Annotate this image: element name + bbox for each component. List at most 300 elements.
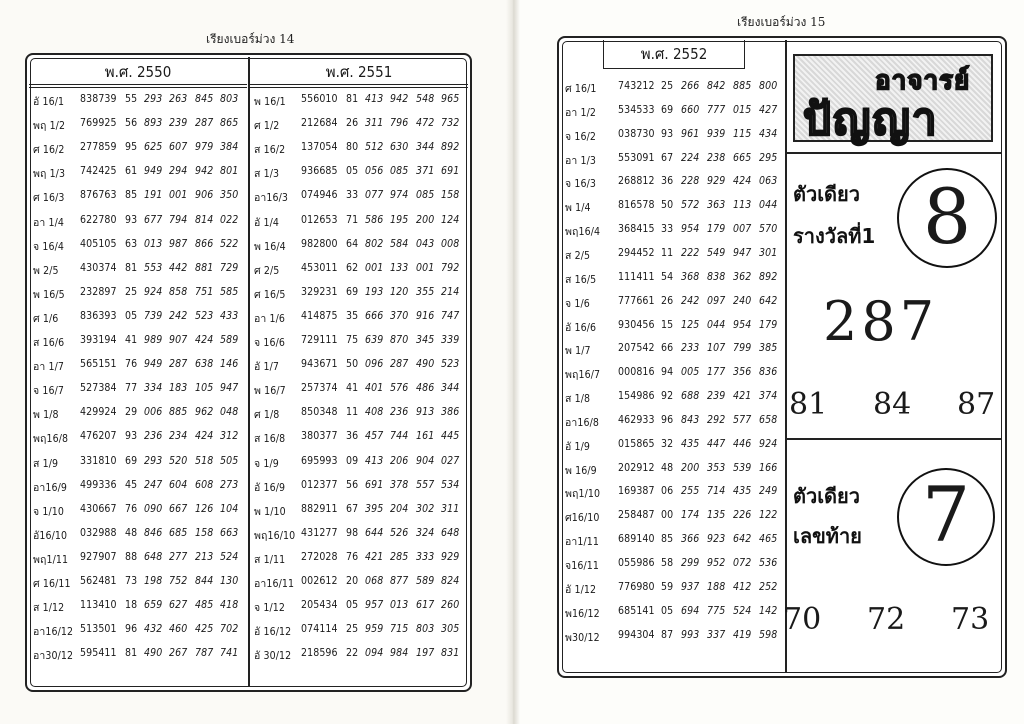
- table-row: [250, 597, 468, 617]
- table-row: [561, 340, 785, 360]
- three-digit-number: 539: [733, 461, 752, 474]
- first-prize-number: 430667: [80, 502, 117, 515]
- draw-date: พ16/12: [565, 607, 600, 620]
- three-digit-number: 557: [416, 478, 435, 491]
- table-row: [561, 126, 785, 146]
- two-digit-number: 05: [346, 599, 359, 612]
- three-digit-number: 090: [144, 502, 163, 515]
- three-digit-number: 238: [707, 151, 726, 164]
- three-digit-number: 691: [441, 165, 460, 178]
- three-digit-number: 732: [441, 117, 460, 130]
- first-prize-number: 368415: [618, 223, 655, 236]
- three-digit-number: 617: [416, 599, 435, 612]
- three-digit-number: 536: [759, 557, 778, 569]
- three-digit-number: 287: [169, 358, 188, 371]
- single-digit-bottom: 7: [921, 470, 971, 559]
- three-digit-number: 942: [390, 93, 409, 105]
- table-title: พ.ศ. 2550: [29, 57, 247, 88]
- three-digit-number: 339: [441, 334, 460, 346]
- three-digit-number: 947: [733, 246, 752, 259]
- table-row: [250, 573, 468, 593]
- three-digit-number: 263: [169, 93, 188, 105]
- table-row: [561, 78, 785, 98]
- draw-date: พ 16/1: [254, 96, 286, 108]
- three-digit-number: 200: [681, 461, 700, 474]
- table-row: [250, 525, 468, 545]
- first-prize-number: 331810: [80, 454, 117, 467]
- two-digit-number: 05: [661, 604, 674, 617]
- three-digit-number: 277: [169, 550, 188, 563]
- two-digit-number: 48: [661, 461, 674, 474]
- three-digit-number: 524: [733, 604, 752, 617]
- single-digit-label: ตัวเดียว: [793, 182, 860, 206]
- two-digit-number: 50: [661, 199, 674, 212]
- table-title: พ.ศ. 2552: [603, 40, 745, 69]
- three-digit-number: 378: [390, 478, 409, 491]
- three-digit-number: 198: [144, 575, 163, 587]
- two-digit-number: 81: [125, 647, 138, 660]
- draw-date: อา 1/6: [254, 312, 286, 325]
- two-digit-number: 59: [661, 580, 674, 593]
- table-row: [561, 507, 785, 527]
- table-row: [29, 212, 247, 232]
- two-digit-number: 75: [346, 334, 359, 346]
- first-prize-number: 232897: [80, 285, 117, 298]
- draw-date: ส 1/8: [565, 393, 591, 406]
- three-digit-number: 333: [416, 550, 435, 563]
- three-digit-number: 344: [416, 141, 435, 154]
- three-digit-number: 947: [220, 382, 239, 395]
- first-prize-number: 012653: [301, 213, 338, 226]
- first-prize-number: 032988: [80, 526, 117, 539]
- two-digit-number: 33: [346, 189, 359, 202]
- three-digit-number: 413: [365, 93, 384, 105]
- first-prize-number: 429924: [80, 406, 117, 419]
- two-digit-number: 95: [125, 141, 138, 154]
- draw-date: อา16/11: [254, 578, 295, 590]
- two-digit-number: 20: [346, 575, 359, 587]
- three-digit-number: 204: [390, 502, 409, 515]
- three-digit-number: 642: [733, 533, 752, 546]
- three-digit-number: 490: [144, 647, 163, 660]
- three-digit-number: 660: [681, 103, 700, 116]
- table-row: [250, 260, 468, 280]
- three-digit-number: 125: [681, 318, 700, 331]
- table-row: [250, 115, 468, 135]
- two-digit-number: 41: [346, 382, 359, 395]
- three-digit-number: 954: [733, 318, 752, 331]
- two-digit-number: 35: [346, 309, 359, 322]
- two-digit-number: 22: [346, 647, 359, 660]
- table-row: [561, 436, 785, 456]
- draw-date: จ 16/6: [254, 337, 285, 349]
- draw-date: ศ 16/3: [33, 192, 65, 205]
- three-digit-number: 604: [169, 478, 188, 491]
- two-digit-number: 80: [346, 141, 359, 154]
- draw-date: อา16/8: [565, 416, 600, 429]
- table-row: [29, 428, 247, 448]
- two-digit-number: 62: [346, 261, 359, 274]
- three-digit-number: 694: [681, 604, 700, 617]
- draw-date: อา 1/4: [33, 216, 65, 229]
- table-row: [561, 150, 785, 170]
- first-prize-number: 769925: [80, 117, 117, 130]
- three-digit-number: 072: [733, 557, 752, 569]
- three-digit-number: 518: [195, 454, 214, 467]
- first-prize-number: 994304: [618, 628, 655, 641]
- draw-date: อั 1/7: [254, 361, 280, 374]
- three-digit-number: 949: [144, 165, 163, 178]
- draw-date: อั 1/4: [254, 216, 280, 229]
- first-prize-number: 258487: [618, 509, 655, 522]
- three-digit-number: 097: [707, 294, 726, 307]
- first-prize-number: 430374: [80, 261, 117, 274]
- three-digit-number: 741: [220, 647, 239, 660]
- table-row: [250, 501, 468, 521]
- three-digit-number: 989: [144, 334, 163, 346]
- two-digit-number: 25: [125, 285, 138, 298]
- three-digit-number: 937: [681, 580, 700, 593]
- three-digit-number: 013: [390, 599, 409, 612]
- two-digit-number: 81: [125, 261, 138, 274]
- three-digit-number: 374: [759, 390, 778, 403]
- three-digit-number: 803: [220, 93, 239, 105]
- three-digit-number: 663: [220, 526, 239, 539]
- three-digit-number: 677: [144, 213, 163, 226]
- three-digit-number: 434: [759, 127, 778, 140]
- three-digit-number: 122: [759, 509, 778, 522]
- three-digit-number: 213: [195, 550, 214, 563]
- three-digit-number: 001: [169, 189, 188, 202]
- three-digit-number: 267: [169, 647, 188, 660]
- draw-date: ศ 1/2: [254, 120, 280, 133]
- three-digit-number: 892: [441, 141, 460, 154]
- three-digit-number: 302: [416, 502, 435, 515]
- table-row: [29, 115, 247, 135]
- first-prize-number: 743212: [618, 80, 655, 92]
- table-row: [29, 260, 247, 280]
- three-digit-number: 523: [195, 309, 214, 322]
- first-prize-number: 113410: [80, 599, 117, 612]
- three-digit-number: 013: [144, 237, 163, 250]
- three-digit-number: 838: [707, 270, 726, 283]
- draw-date: จ 16/3: [565, 178, 596, 191]
- three-digit-number: 844: [195, 575, 214, 587]
- two-digit-number: 25: [661, 80, 674, 92]
- first-prize-number: 212684: [301, 117, 338, 130]
- draw-date: อา 1/7: [33, 361, 65, 374]
- three-digit-number: 577: [733, 413, 752, 426]
- three-digit-number: 904: [416, 454, 435, 467]
- draw-date: พ 2/5: [33, 264, 59, 277]
- draw-date: ศ 1/6: [33, 312, 59, 325]
- two-digit-number: 69: [125, 454, 138, 467]
- two-digit-number: 96: [661, 413, 674, 426]
- first-prize-number: 936685: [301, 165, 338, 178]
- first-prize-number: 111411: [618, 270, 655, 283]
- three-digit-number: 197: [416, 647, 435, 660]
- draw-date: พฤ1/10: [565, 488, 601, 501]
- table-title: พ.ศ. 2551: [250, 57, 468, 88]
- two-digit-number: 77: [125, 382, 138, 395]
- three-digit-number: 247: [144, 478, 163, 491]
- first-prize-number: 982800: [301, 237, 338, 250]
- draw-date: พฤ16/4: [565, 226, 601, 239]
- three-digit-number: 877: [390, 575, 409, 587]
- three-digit-number: 607: [169, 141, 188, 154]
- three-digit-number: 366: [681, 533, 700, 546]
- three-digit-number: 446: [733, 437, 752, 450]
- draw-date: ส 1/3: [254, 168, 280, 181]
- table-row: [29, 645, 247, 665]
- three-digit-number: 843: [681, 413, 700, 426]
- three-digit-number: 273: [220, 478, 239, 491]
- first-prize-number: 476207: [80, 430, 117, 443]
- three-digit-number: 885: [169, 406, 188, 419]
- three-digit-number: 266: [681, 80, 700, 92]
- three-digit-number: 293: [144, 454, 163, 467]
- three-digit-number: 350: [220, 189, 239, 202]
- table-row: [250, 645, 468, 665]
- two-digit-bottom-1: 70: [783, 602, 822, 637]
- three-digit-number: 048: [220, 406, 239, 419]
- table-row: [29, 284, 247, 304]
- two-digit-number: 36: [346, 430, 359, 443]
- three-digit-number: 419: [733, 628, 752, 641]
- three-digit-number: 260: [441, 599, 460, 612]
- two-digit-bottom-2: 72: [867, 602, 906, 637]
- three-digit-number: 200: [416, 213, 435, 226]
- three-digit-number: 644: [365, 526, 384, 539]
- three-digit-number: 608: [195, 478, 214, 491]
- three-digit-number: 234: [169, 430, 188, 443]
- three-digit-number: 881: [195, 261, 214, 274]
- draw-date: พฤ16/10: [254, 529, 296, 542]
- three-digit-number: 015: [733, 103, 752, 116]
- two-digit-number: 18: [125, 599, 138, 612]
- first-prize-number: 462933: [618, 413, 655, 426]
- draw-date: จ 1/10: [33, 505, 64, 518]
- three-digit-number: 295: [759, 151, 778, 164]
- three-digit-number: 408: [365, 406, 384, 419]
- three-digit-number: 457: [365, 430, 384, 443]
- two-digit-top-3: 87: [957, 387, 996, 422]
- draw-date: พ30/12: [565, 631, 600, 644]
- table-row: [29, 404, 247, 424]
- three-digit-number: 287: [823, 290, 939, 353]
- three-digit-number: 831: [441, 647, 460, 660]
- first-prize-number: 595411: [80, 647, 117, 660]
- three-digit-number: 384: [220, 141, 239, 154]
- three-digit-number: 113: [733, 199, 752, 212]
- draw-date: อา16/9: [33, 481, 68, 494]
- three-digit-number: 802: [365, 237, 384, 250]
- first-prize-number: 836393: [80, 309, 117, 322]
- three-digit-number: 363: [707, 199, 726, 212]
- two-digit-number: 56: [125, 117, 138, 130]
- draw-date: ศ 16/5: [254, 288, 286, 301]
- three-digit-number: 893: [144, 117, 163, 130]
- three-digit-number: 105: [195, 382, 214, 395]
- first-prize-number: 000816: [618, 366, 655, 379]
- table-row: [561, 412, 785, 432]
- three-digit-number: 929: [707, 175, 726, 188]
- three-digit-number: 751: [195, 285, 214, 298]
- three-digit-number: 077: [365, 189, 384, 202]
- first-prize-number: 074114: [301, 623, 338, 636]
- table-2551: [248, 57, 468, 686]
- two-digit-number: 26: [661, 294, 674, 307]
- single-digit-label: ตัวเดียว: [793, 484, 860, 508]
- three-digit-number: 553: [144, 261, 163, 274]
- table-row: [250, 428, 468, 448]
- three-digit-number: 866: [195, 237, 214, 250]
- three-digit-number: 424: [195, 430, 214, 443]
- table-row: [561, 269, 785, 289]
- draw-date: พ 16/9: [565, 464, 597, 477]
- first-prize-number: 527384: [80, 382, 117, 395]
- draw-date: อา16/12: [33, 626, 74, 639]
- two-digit-number: 36: [661, 175, 674, 188]
- three-digit-number: 625: [144, 141, 163, 154]
- draw-date: จ 16/7: [33, 385, 64, 398]
- three-digit-number: 206: [390, 454, 409, 467]
- draw-date: ศ 2/5: [254, 264, 280, 277]
- table-row: [561, 317, 785, 337]
- first-prize-number: 169387: [618, 485, 655, 498]
- draw-date: อั 16/12: [254, 626, 292, 639]
- three-digit-number: 702: [220, 623, 239, 636]
- three-digit-number: 658: [759, 413, 778, 426]
- draw-date: พ 16/4: [254, 240, 286, 253]
- three-digit-number: 432: [144, 623, 163, 636]
- two-digit-number: 67: [661, 151, 674, 164]
- two-digit-number: 58: [661, 557, 674, 569]
- draw-date: พ 1/8: [33, 409, 59, 422]
- first-prize-number: 534533: [618, 103, 655, 116]
- three-digit-number: 418: [220, 599, 239, 612]
- three-digit-number: 233: [681, 342, 700, 355]
- first-prize-number: 414875: [301, 309, 338, 322]
- draw-date: ส 1/12: [33, 602, 65, 615]
- two-digit-number: 73: [125, 575, 138, 587]
- logo-line-2: ปัญญา: [803, 94, 939, 145]
- draw-date: อั16/10: [33, 529, 68, 542]
- first-prize-number: 154986: [618, 390, 655, 403]
- three-digit-number: 939: [707, 127, 726, 140]
- two-digit-number: 93: [125, 430, 138, 443]
- table-row: [250, 453, 468, 473]
- table-2552: [561, 40, 787, 672]
- three-digit-number: 846: [144, 526, 163, 539]
- first-prize-number: 729111: [301, 334, 338, 346]
- three-digit-number: 413: [365, 454, 384, 467]
- three-digit-number: 435: [733, 485, 752, 498]
- draw-date: อา1/11: [565, 536, 600, 549]
- table-row: [561, 531, 785, 551]
- first-prize-number: 689140: [618, 533, 655, 546]
- table-row: [250, 621, 468, 641]
- draw-date: ศ 16/1: [565, 83, 597, 95]
- three-digit-number: 006: [144, 406, 163, 419]
- two-digit-number: 50: [346, 358, 359, 371]
- table-row: [561, 483, 785, 503]
- three-digit-number: 226: [733, 509, 752, 522]
- single-digit-top: 8: [922, 172, 972, 261]
- three-digit-number: 906: [195, 189, 214, 202]
- three-digit-number: 224: [681, 151, 700, 164]
- draw-date: อั 16/9: [254, 481, 286, 494]
- first-prize-number: 622780: [80, 213, 117, 226]
- three-digit-number: 334: [144, 382, 163, 395]
- table-row: [250, 284, 468, 304]
- three-digit-number: 803: [416, 623, 435, 636]
- two-digit-number: 25: [346, 623, 359, 636]
- table-row: [250, 356, 468, 376]
- table-row: [29, 477, 247, 497]
- draw-date: ศ 16/2: [33, 144, 65, 157]
- first-prize-number: 257374: [301, 382, 338, 395]
- two-digit-number: 76: [346, 550, 359, 563]
- three-digit-number: 158: [441, 189, 460, 202]
- three-digit-number: 427: [759, 103, 778, 116]
- three-digit-number: 027: [441, 454, 460, 467]
- three-digit-number: 526: [390, 526, 409, 539]
- three-digit-number: 421: [733, 390, 752, 403]
- three-digit-number: 814: [195, 213, 214, 226]
- draw-date: อา16/3: [254, 192, 289, 205]
- three-digit-number: 447: [707, 437, 726, 450]
- three-digit-number: 747: [441, 309, 460, 322]
- three-digit-number: 124: [441, 213, 460, 226]
- table-row: [29, 549, 247, 569]
- draw-date: ส 16/2: [254, 144, 286, 157]
- first-prize-number: 218596: [301, 647, 338, 660]
- three-digit-number: 865: [220, 117, 239, 130]
- three-digit-number: 627: [169, 599, 188, 612]
- three-digit-number: 549: [707, 246, 726, 259]
- three-digit-number: 107: [707, 342, 726, 355]
- three-digit-number: 589: [416, 575, 435, 587]
- single-digit-circle: [897, 468, 995, 566]
- table-row: [561, 460, 785, 480]
- draw-date: จ 1/6: [565, 297, 590, 310]
- three-digit-number: 801: [220, 165, 239, 178]
- two-digit-number: 54: [661, 270, 674, 283]
- three-digit-number: 714: [707, 485, 726, 498]
- three-digit-number: 792: [441, 261, 460, 274]
- two-digit-number: 71: [346, 213, 359, 226]
- three-digit-number: 472: [416, 117, 435, 130]
- draw-date: ส 1/9: [33, 457, 59, 470]
- draw-date: ส 16/8: [254, 433, 286, 446]
- three-digit-number: 598: [759, 628, 778, 641]
- two-digit-number: 26: [346, 117, 359, 130]
- three-digit-number: 585: [220, 285, 239, 298]
- two-digit-number: 09: [346, 454, 359, 467]
- first-prize-number: 513501: [80, 623, 117, 636]
- draw-date: อั 1/9: [565, 440, 591, 453]
- draw-date: พฤ16/7: [565, 369, 601, 382]
- three-digit-number: 691: [365, 478, 384, 491]
- three-digit-number: 401: [365, 382, 384, 395]
- three-digit-number: 442: [169, 261, 188, 274]
- two-digit-number: 93: [125, 213, 138, 226]
- three-digit-number: 166: [759, 461, 778, 474]
- three-digit-number: 739: [144, 309, 163, 322]
- three-digit-number: 242: [169, 309, 188, 322]
- draw-date: จ 16/4: [33, 240, 64, 253]
